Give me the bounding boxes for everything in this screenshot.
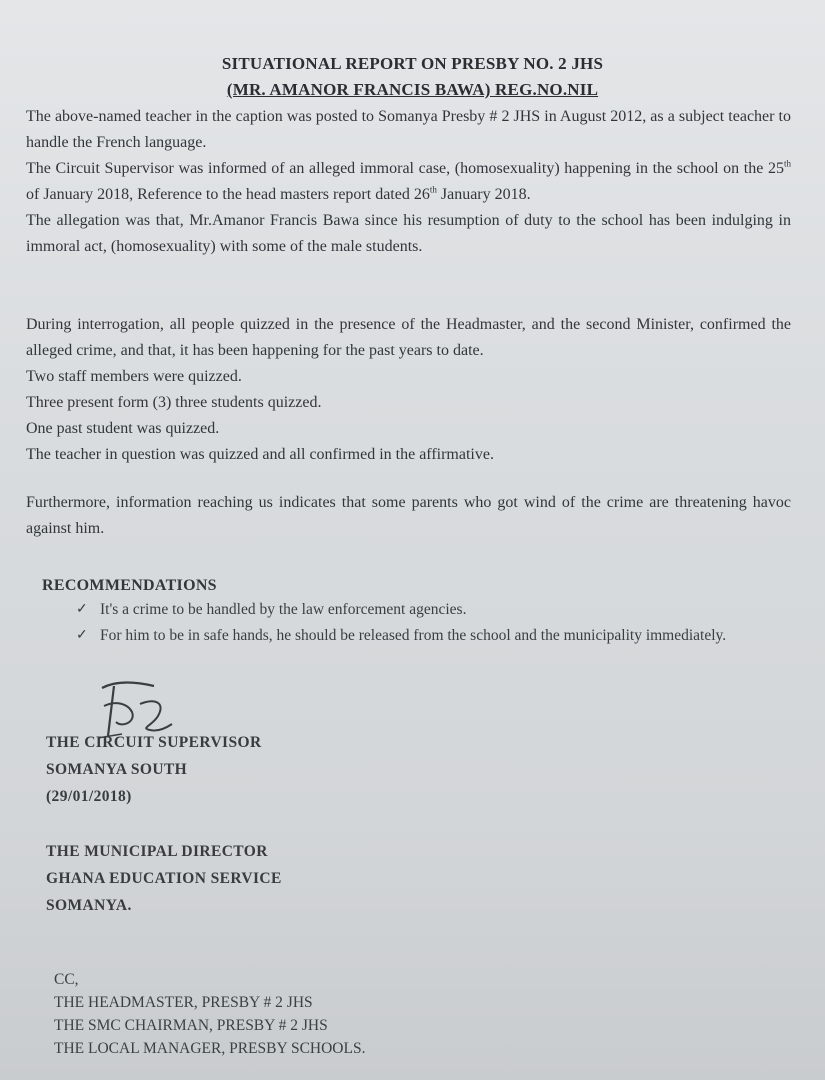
recommendation-item: ✓ It's a crime to be handled by the law enforcement agencies. xyxy=(76,597,776,623)
quizzed-line: Two staff members were quizzed. xyxy=(26,368,242,385)
intro-paragraphs xyxy=(26,104,791,260)
paragraph-posting: The above-named teacher in the caption was posted to Somanya Presby # 2 JHS in August 2012, as a subject teacher to handle the French language. xyxy=(26,108,791,151)
paragraph-interrogation: During interrogation, all people quizzed in the presence of the Headmaster, and the second Minister, confirmed the alleged crime, and that, it has been happening for the past years to date. xyxy=(26,316,791,359)
recommendations-list xyxy=(76,597,776,649)
title-line-2: (MR. AMANOR FRANCIS BAWA) REG.NO.NIL xyxy=(226,80,599,99)
interrogation-section xyxy=(26,312,791,468)
paragraph-report: The Circuit Supervisor was informed of an alleged immoral case, (homosexuality) happening in the school on the 25th of January 2018, Reference to the head masters report dated 26th January 2018. xyxy=(26,158,791,203)
recommendations-heading: RECOMMENDATIONS xyxy=(42,577,217,594)
paragraph-furthermore: Furthermore, information reaching us indicates that some parents who got wind of the crime are threatening havoc against him. xyxy=(26,494,791,537)
cc-list xyxy=(54,968,365,1060)
paragraph-allegation: The allegation was that, Mr.Amanor Francis Bawa since his resumption of duty to the school has been indulging in immoral act, (homosexuality) with some of the male students. xyxy=(26,212,791,255)
checkmark-icon: ✓ xyxy=(76,628,88,643)
quizzed-line: The teacher in question was quizzed and all confirmed in the affirmative. xyxy=(26,446,494,463)
recommendation-item: ✓ For him to be in safe hands, he should be released from the school and the municipality immediately. xyxy=(76,623,776,649)
cc-recipient: THE LOCAL MANAGER, PRESBY SCHOOLS. xyxy=(54,1040,366,1057)
quizzed-line: Three present form (3) three students quizzed. xyxy=(26,394,322,411)
cc-label: CC, xyxy=(54,971,79,988)
document-title xyxy=(0,54,825,100)
checkmark-icon: ✓ xyxy=(76,602,88,617)
quizzed-line: One past student was quizzed. xyxy=(26,420,220,437)
signer-municipal-director: THE MUNICIPAL DIRECTOR GHANA EDUCATION SERVICE SOMANYA. xyxy=(46,843,282,914)
cc-recipient: THE SMC CHAIRMAN, PRESBY # 2 JHS xyxy=(54,1017,328,1034)
title-line-1: SITUATIONAL REPORT ON PRESBY NO. 2 JHS xyxy=(221,54,604,73)
signer-circuit-supervisor: THE CIRCUIT SUPERVISOR SOMANYA SOUTH (29/01/2018) xyxy=(46,734,262,805)
cc-recipient: THE HEADMASTER, PRESBY # 2 JHS xyxy=(54,994,313,1011)
